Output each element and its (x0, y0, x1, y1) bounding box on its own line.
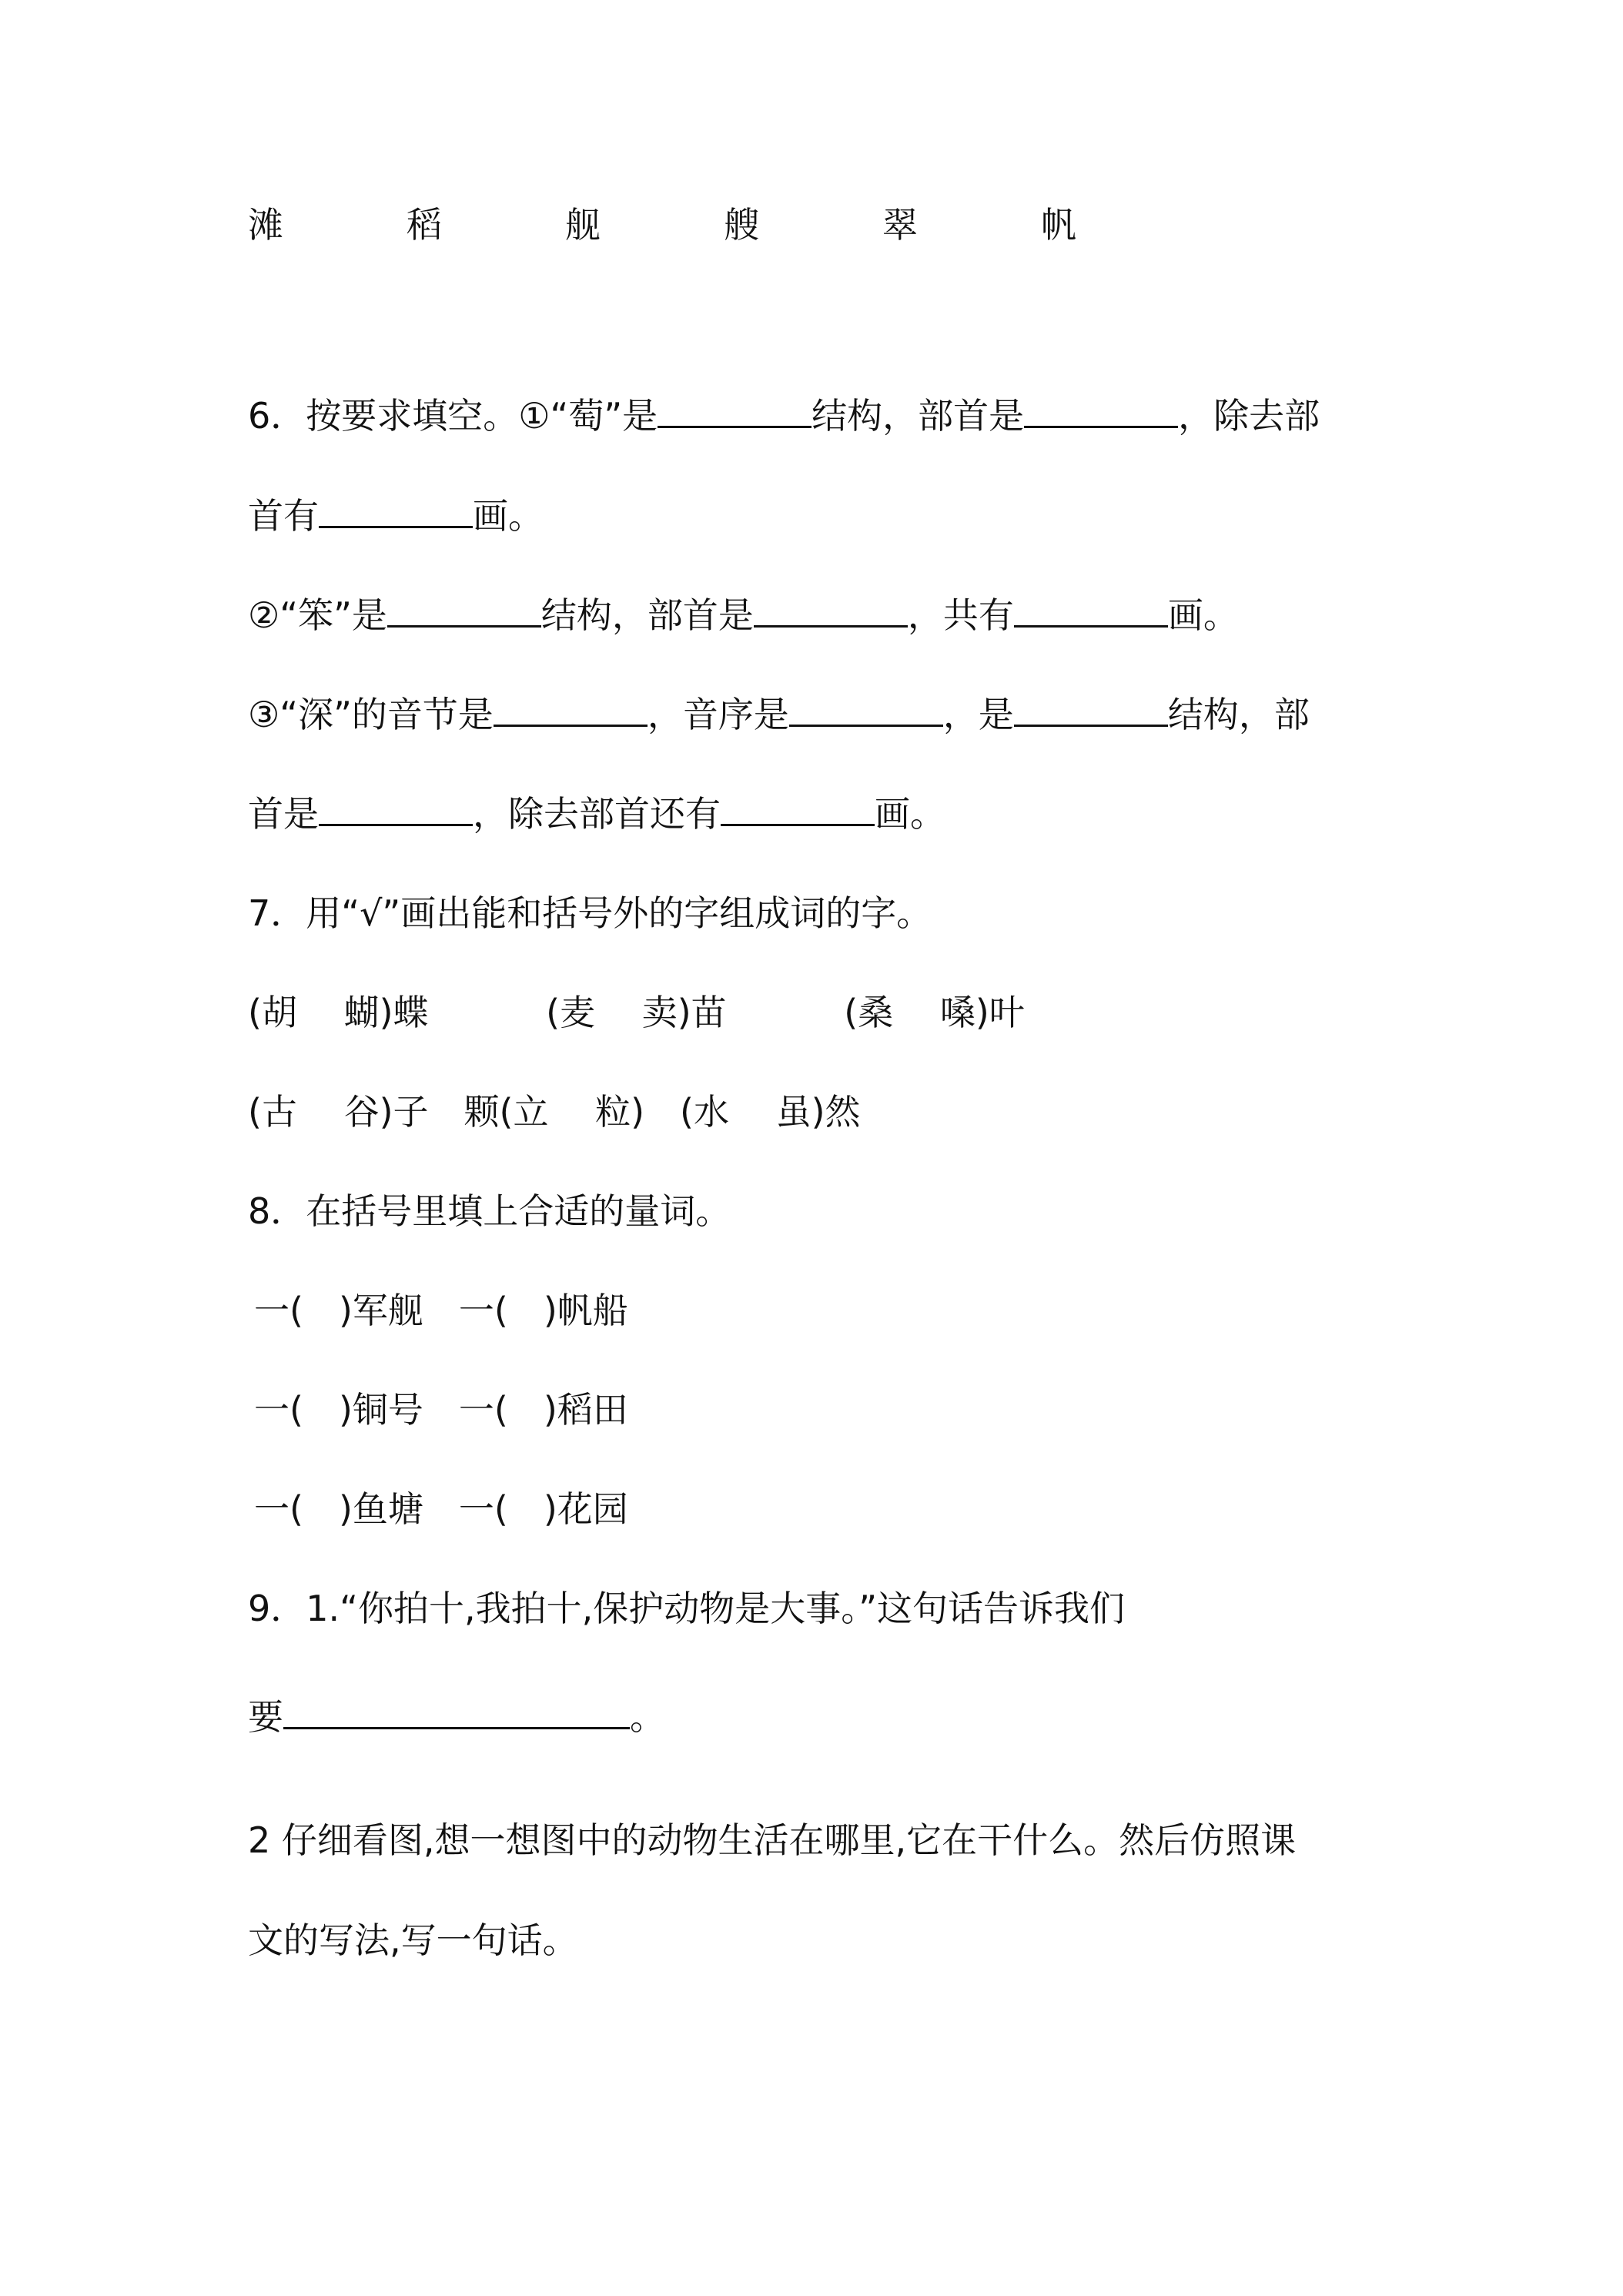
q9-line-2 (248, 1694, 665, 1740)
answer-blank[interactable] (319, 793, 473, 826)
q6-text-a: 6．按要求填空。①“萄”是 (248, 395, 658, 437)
char-5: 翠 (882, 204, 918, 246)
q8-row-1: 一( )军舰 一( )帆船 (254, 1290, 628, 1331)
answer-blank[interactable] (721, 793, 875, 826)
q6-text-d: 首有 (248, 495, 319, 537)
q6-line-5 (248, 791, 945, 837)
char-1: 滩 (248, 204, 283, 246)
q9-line-1: 9．1.“你拍十,我拍十,保护动物是大事。”这句话告诉我们 (248, 1588, 1126, 1629)
q6-text-o: ，除去部首还有 (473, 793, 721, 835)
q6-text-g: 结构，部首是 (540, 594, 754, 636)
q6-text-n: 首是 (248, 793, 319, 835)
q6-line-4 (248, 691, 1310, 738)
q9-text-c: 。 (630, 1696, 665, 1738)
q8-title: 8．在括号里填上合适的量词。 (248, 1190, 731, 1232)
answer-blank[interactable] (754, 594, 908, 628)
q6-text-h: ，共有 (907, 594, 1014, 636)
q8-row-3: 一( )鱼塘 一( )花园 (254, 1488, 628, 1530)
answer-blank[interactable] (1014, 594, 1168, 628)
answer-blank[interactable] (658, 395, 812, 428)
char-2: 稻 (407, 204, 442, 246)
answer-blank[interactable] (494, 694, 648, 727)
q6-line-3 (248, 592, 1239, 638)
q6-text-b: 结构，部首是 (812, 395, 1025, 437)
char-6: 帆 (1041, 204, 1076, 246)
answer-blank[interactable] (319, 495, 473, 528)
answer-blank[interactable] (387, 594, 541, 628)
q6-text-m: 结构，部 (1167, 694, 1310, 735)
q6-text-j: ③“深”的音节是 (248, 694, 494, 735)
character-row (248, 202, 1200, 248)
q7-row-2: (古 谷)子 颗(立 粒) (水 虽)然 (248, 1091, 861, 1133)
q6-text-f: ②“笨”是 (248, 594, 387, 636)
char-4: 艘 (724, 204, 759, 246)
q6-line-1 (248, 393, 1320, 439)
q7-title: 7．用“√”画出能和括号外的字组成词的字。 (248, 892, 932, 934)
q6-text-c: ，除去部 (1178, 395, 1320, 437)
answer-blank[interactable] (283, 1696, 630, 1729)
q6-text-e: 画。 (473, 495, 544, 537)
q6-text-p: 画。 (875, 793, 945, 835)
q9-text-b: 要 (248, 1696, 283, 1738)
answer-blank[interactable] (1014, 694, 1168, 727)
q7-row-1: (胡 蝴)蝶 (麦 卖)苗 (桑 嗓)叶 (248, 992, 1025, 1033)
q6-text-l: ，是 (942, 694, 1014, 735)
q6-text-k: ，音序是 (647, 694, 789, 735)
q6-text-i: 画。 (1167, 594, 1239, 636)
q6-line-2 (248, 493, 544, 539)
q9-line-3: 2 仔细看图,想一想图中的动物生活在哪里,它在干什么。然后仿照课 (248, 1819, 1297, 1861)
answer-blank[interactable] (789, 694, 943, 727)
char-3: 舰 (565, 204, 601, 246)
q8-row-2: 一( )铜号 一( )稻田 (254, 1389, 628, 1431)
answer-blank[interactable] (1024, 395, 1178, 428)
q9-line-4: 文的写法,写一句话。 (248, 1919, 578, 1961)
